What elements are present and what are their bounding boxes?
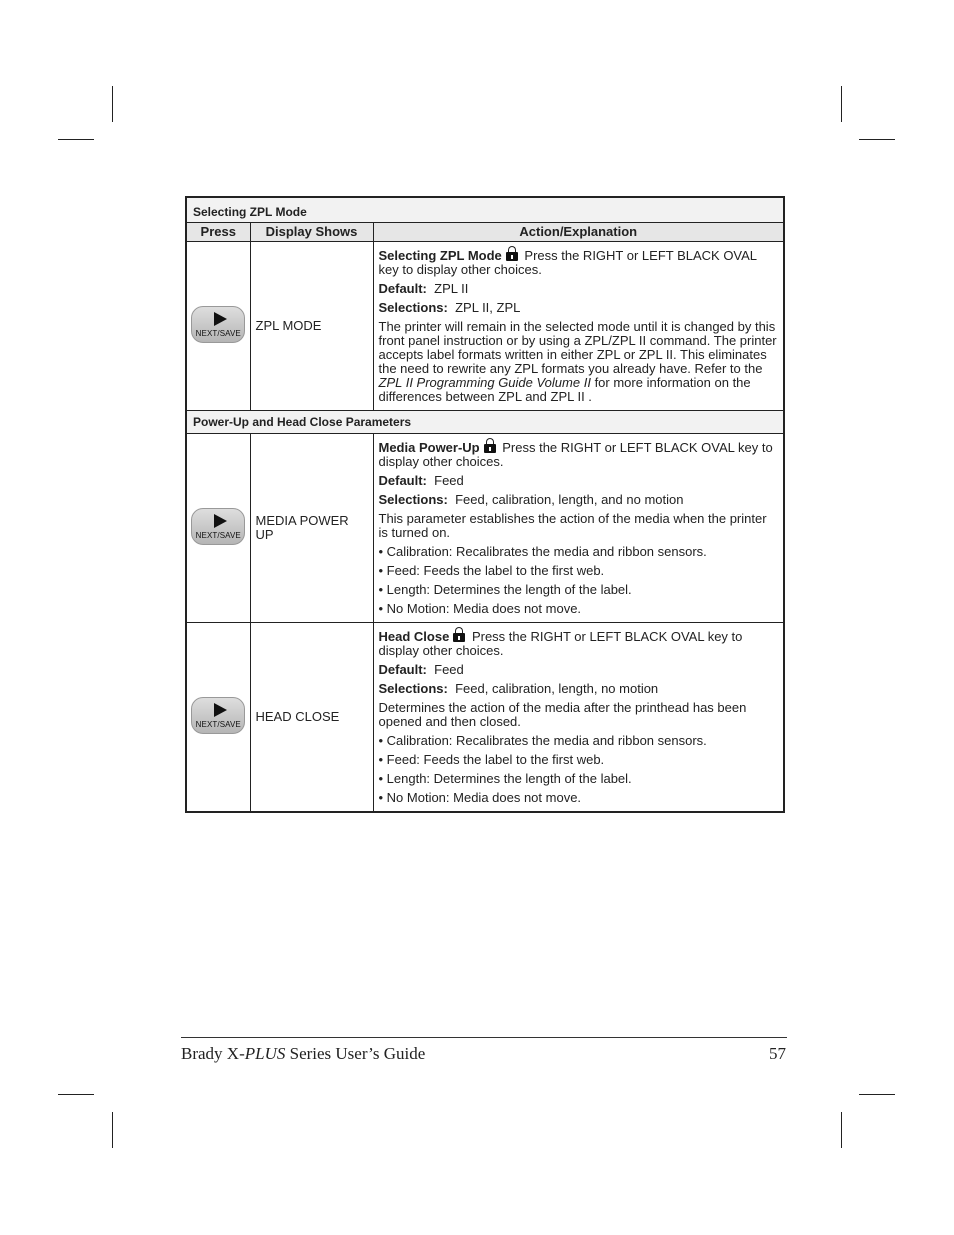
footer-title-suffix: Series User’s Guide — [285, 1044, 426, 1063]
section-title-zpl-mode: Selecting ZPL Mode — [186, 197, 784, 223]
play-triangle-icon — [214, 514, 227, 528]
bullet-item: • No Motion: Media does not move. — [378, 601, 582, 616]
page-number: 57 — [769, 1044, 786, 1063]
table-row — [186, 623, 784, 813]
selections-label: Selections: — [378, 300, 448, 315]
press-cell — [186, 242, 250, 411]
default-value: ZPL II — [434, 281, 469, 296]
table-row — [186, 434, 784, 623]
section-title-power-up: Power-Up and Head Close Parameters — [186, 411, 784, 434]
crop-mark — [58, 139, 94, 140]
crop-mark — [859, 139, 895, 140]
next-save-key-icon — [191, 508, 245, 545]
bullet-item: • Length: Determines the length of the label. — [378, 582, 632, 597]
parameter-name: Head Close — [378, 629, 450, 644]
lock-icon — [484, 438, 496, 454]
intro-text: Press the RIGHT or LEFT BLACK OVAL key to display other choices. — [378, 629, 743, 658]
section-title-row — [186, 197, 784, 223]
lock-icon — [506, 246, 518, 262]
footer-title — [181, 1044, 425, 1064]
footer-title-prefix: Brady X- — [181, 1044, 245, 1063]
selections-value: ZPL II, ZPL — [455, 300, 521, 315]
default-value: Feed — [434, 473, 464, 488]
bullet-item: • No Motion: Media does not move. — [378, 790, 582, 805]
selections-label: Selections: — [378, 492, 448, 507]
crop-mark — [841, 1112, 842, 1148]
selections-label: Selections: — [378, 681, 448, 696]
action-cell — [373, 242, 784, 411]
default-line — [379, 663, 778, 677]
press-cell — [186, 623, 250, 813]
intro-paragraph — [379, 438, 778, 469]
action-cell — [373, 434, 784, 623]
explanation-paragraph — [379, 320, 778, 404]
table-row — [186, 242, 784, 411]
explanation-text: for more information on the differences between ZPL and ZPL II . — [378, 375, 751, 404]
selections-value: Feed, calibration, length, no motion — [455, 681, 659, 696]
next-save-key-icon — [191, 697, 245, 734]
display-cell: HEAD CLOSE — [250, 623, 373, 813]
column-header-display: Display Shows — [250, 223, 373, 242]
parameter-name: Media Power-Up — [378, 440, 480, 455]
section-title-row — [186, 411, 784, 434]
crop-mark — [112, 86, 113, 122]
column-header-action: Action/Explanation — [373, 223, 784, 242]
bullet-item: • Feed: Feeds the label to the first web. — [378, 752, 605, 767]
key-label: NEXT/SAVE — [195, 531, 241, 540]
default-line — [379, 282, 778, 296]
parameter-name: Selecting ZPL Mode — [378, 248, 502, 263]
default-label: Default: — [378, 281, 427, 296]
footer-rule — [181, 1037, 787, 1038]
press-cell — [186, 434, 250, 623]
display-cell: ZPL MODE — [250, 242, 373, 411]
column-header-row — [186, 223, 784, 242]
guide-title: ZPL II Programming Guide Volume II — [378, 375, 591, 390]
selections-line — [379, 682, 778, 696]
intro-text: Press the RIGHT or LEFT BLACK OVAL key to display other choices. — [378, 440, 773, 469]
selections-value: Feed, calibration, length, and no motion — [455, 492, 684, 507]
play-triangle-icon — [214, 703, 227, 717]
explanation-paragraph: This parameter establishes the action of the media when the printer is turned on. — [378, 511, 767, 540]
lock-icon — [453, 627, 465, 643]
crop-mark — [859, 1094, 895, 1095]
crop-mark — [841, 86, 842, 122]
footer-title-italic: PLUS — [244, 1044, 286, 1063]
key-label: NEXT/SAVE — [195, 329, 241, 338]
play-triangle-icon — [214, 312, 227, 326]
intro-text: Press the RIGHT or LEFT BLACK OVAL key to display other choices. — [378, 248, 757, 277]
default-label: Default: — [378, 473, 427, 488]
explanation-text: The printer will remain in the selected mode until it is changed by this front panel instruction or by using a ZPL/ZPL II command. The printer accepts label formats written in either ZPL or ZPL II. This eliminates the need to rewrite any ZPL formats you already have. Refer to the — [378, 319, 777, 376]
key-label: NEXT/SAVE — [195, 720, 241, 729]
default-label: Default: — [378, 662, 427, 677]
selections-line — [379, 493, 778, 507]
default-value: Feed — [434, 662, 464, 677]
intro-paragraph — [379, 246, 778, 277]
crop-mark — [58, 1094, 94, 1095]
bullet-item: • Feed: Feeds the label to the first web. — [378, 563, 605, 578]
bullet-item: • Length: Determines the length of the label. — [378, 771, 632, 786]
display-cell: MEDIA POWER UP — [250, 434, 373, 623]
action-cell — [373, 623, 784, 813]
explanation-paragraph: Determines the action of the media after the printhead has been opened and then closed. — [378, 700, 747, 729]
crop-mark — [112, 1112, 113, 1148]
parameter-table — [185, 196, 785, 813]
selections-line — [379, 301, 778, 315]
default-line — [379, 474, 778, 488]
column-header-press: Press — [186, 223, 250, 242]
next-save-key-icon — [191, 306, 245, 343]
intro-paragraph — [379, 627, 778, 658]
bullet-item: • Calibration: Recalibrates the media and ribbon sensors. — [378, 544, 707, 559]
bullet-item: • Calibration: Recalibrates the media and ribbon sensors. — [378, 733, 707, 748]
